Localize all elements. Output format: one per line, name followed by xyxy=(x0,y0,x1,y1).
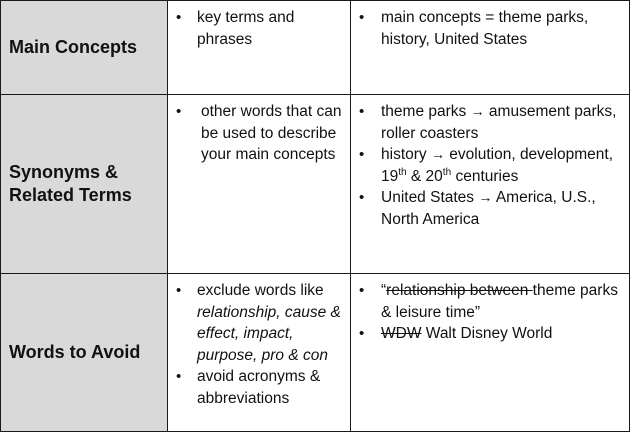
bullet-icon: • xyxy=(359,103,365,120)
arrow-right-icon: → xyxy=(470,103,485,119)
words-to-avoid-description-cell xyxy=(168,274,351,431)
list-item: • key terms and phrases xyxy=(176,9,295,48)
row-label-words-to-avoid xyxy=(1,274,168,431)
list-item: • avoid acronyms & abbreviations xyxy=(176,368,321,407)
synonyms-examples-cell xyxy=(351,95,629,274)
arrow-right-icon: → xyxy=(478,189,493,205)
list-item: • “relationship between theme parks & leisure time” xyxy=(359,282,618,321)
words-to-avoid-examples-cell xyxy=(351,274,629,431)
list-item: • theme parks → amusement parks, roller coasters xyxy=(359,103,617,142)
synonyms-label: Synonyms & Related Terms xyxy=(9,162,132,205)
list-item: • WDW Walt Disney World xyxy=(351,323,623,345)
list-item: • history → evolution, development, 19th & 20th centuries xyxy=(359,146,613,185)
list-item: • exclude words like relationship, cause & effect, impact, purpose, pro & con xyxy=(176,282,341,364)
list-item: • United States → America, U.S., North America xyxy=(359,189,596,228)
synonyms-description-cell xyxy=(168,95,351,274)
bullet-icon: • xyxy=(359,282,365,299)
main-concepts-examples-cell xyxy=(351,1,629,95)
words-to-avoid-label: Words to Avoid xyxy=(9,342,141,362)
bullet-icon: • xyxy=(359,9,365,26)
list-item: • other words that can be used to describe your main concepts xyxy=(176,103,342,163)
bullet-icon: • xyxy=(359,189,365,206)
row-label-synonyms xyxy=(1,95,168,274)
bullet-icon: • xyxy=(359,325,365,342)
list-item: • main concepts = theme parks, history, United States xyxy=(359,9,589,48)
bullet-icon: • xyxy=(176,9,182,26)
main-concepts-label: Main Concepts xyxy=(9,37,138,57)
bullet-icon: • xyxy=(359,146,365,163)
bullet-icon: • xyxy=(176,282,182,299)
arrow-right-icon: → xyxy=(430,146,445,162)
row-label-main-concepts xyxy=(1,1,168,95)
main-concepts-description-cell xyxy=(168,1,351,95)
bullet-icon: • xyxy=(176,368,182,385)
struck-text: WDW xyxy=(381,325,422,342)
struck-text: relationship between xyxy=(386,282,533,299)
bullet-icon: • xyxy=(176,103,182,120)
